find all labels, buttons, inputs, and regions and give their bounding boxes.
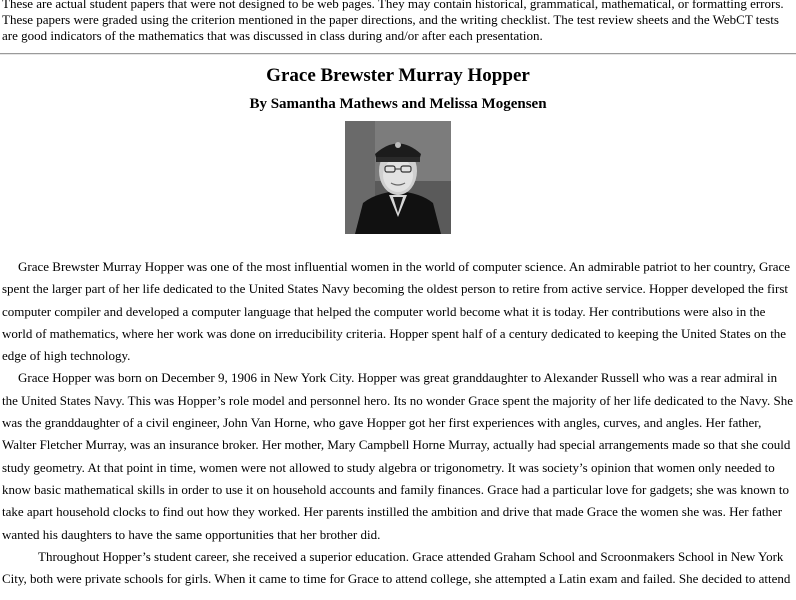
paper-authors: By Samantha Mathews and Melissa Mogensen <box>249 96 547 112</box>
horizontal-rule <box>0 53 796 55</box>
paper-title: Grace Brewster Murray Hopper <box>266 65 530 86</box>
portrait-photo <box>345 121 451 234</box>
disclaimer-text: These are actual student papers that were not designed to be web pages. They may contain historical, grammatical, mathematical, or formatting errors. These papers were graded using the criterion mentioned in the paper directions, and the writing checklist. The test review sheets and the WebCT tests are good indicators of the mathematics that was discussed in class during and/or after each presentation. <box>2 0 784 43</box>
body-paragraph-text: Grace Brewster Murray Hopper was one of the most influential women in the world of computer science. An admirable patriot to her country, Grace spent the larger part of her life dedicated to the United States Navy becoming the oldest person to retire from active service. Hopper developed the first computer compiler and developed a computer language that helped the computer world become what it is today. Her contributions were also in the world of mathematics, where her work was done on irreducibility criteria. Hopper spent half of a century dedicated to keeping the United States on the edge of high technology. <box>2 259 791 364</box>
body-paragraph <box>0 256 796 367</box>
body-paragraph-text: Throughout Hopper’s student career, she received a superior education. Grace attended Graham School and Scroonmakers School in New York City, both were private schools for girls. When it came to time for Grace to attend college, she attempted a Latin exam and failed. She decided to attend <box>2 548 791 587</box>
body-paragraph <box>0 367 796 545</box>
body-paragraph <box>0 546 796 591</box>
paper-body <box>0 256 796 590</box>
body-paragraph-text: Grace Hopper was born on December 9, 1906 in New York City. Hopper was great granddaughter to Alexander Russell who was a rear admiral in the United States Navy. This was Hopper’s role model and personnel hero. Its no wonder Grace spent the majority of her life dedicated to the Navy. She was the granddaughter of a civil engineer, John Van Horne, who gave Hopper got her first experiences with angles, curves, and angles. Her father, Walter Fletcher Murray, was an insurance broker. Her mother, Mary Campbell Horne Murray, actually had special arrangements made so that she could study geometry. At that point in time, women were not allowed to study algebra or trigonometry. It was society’s opinion that women only needed to know basic mathematical skills in order to use it on household accounts and family finances. Grace had a particular love for gadgets; she was known to take apart household clocks to find out how they worked. Her parents instilled the ambition and drive that made Grace the women she was. Her father wanted his daughters to have the same opportunities that her brother did. <box>2 370 793 542</box>
